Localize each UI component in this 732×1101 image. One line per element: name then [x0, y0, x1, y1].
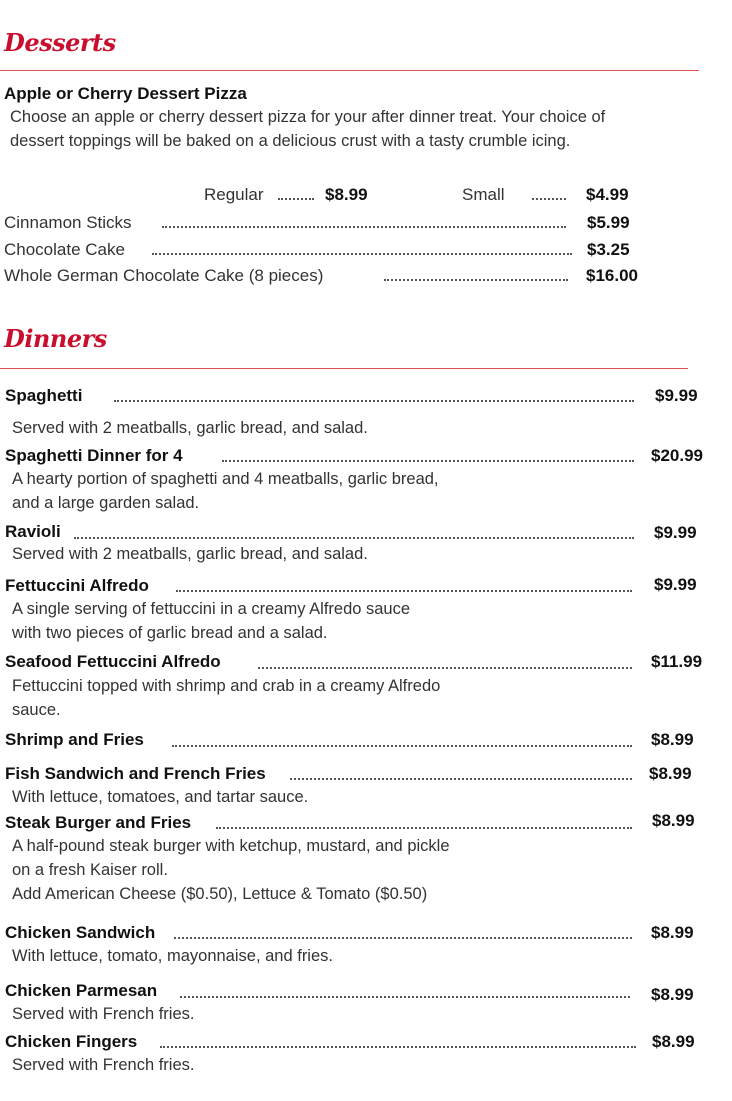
dot-leader [160, 1046, 636, 1048]
dessert-item-name: Cinnamon Sticks [4, 213, 132, 232]
dinner-item-description: A single serving of fettuccini in a creamy Alfredo sauce with two pieces of garlic bread and a salad. [12, 600, 411, 642]
dinner-item-price: $9.99 [654, 575, 697, 594]
dinner-item-description: A half-pound steak burger with ketchup, mustard, and pickle on a fresh Kaiser roll. [12, 837, 450, 879]
dinner-item-price: $11.99 [651, 652, 703, 671]
dot-leader [152, 253, 572, 255]
dinner-item-name: Spaghetti Dinner for 4 [5, 446, 183, 465]
dessert-item-price: $5.99 [587, 213, 630, 232]
dinner-item-description: With lettuce, tomatoes, and tartar sauce. [12, 788, 309, 806]
dinner-item-price: $9.99 [654, 523, 697, 542]
dinner-item-price: $8.99 [651, 923, 694, 942]
dessert-item-name: Chocolate Cake [4, 240, 125, 259]
dinner-item-price: $8.99 [651, 985, 694, 1004]
dinner-item-name: Fettuccini Alfredo [5, 576, 149, 595]
dot-leader [180, 996, 630, 998]
dinner-item-name: Ravioli [5, 522, 61, 541]
dot-leader [384, 279, 568, 281]
dinner-item-description: Fettuccini topped with shrimp and crab in a creamy Alfredo sauce. [12, 677, 441, 719]
dinner-item-name: Chicken Parmesan [5, 981, 158, 1000]
dinner-item-price: $8.99 [652, 811, 695, 830]
pizza-small-price: $4.99 [586, 185, 629, 204]
dot-leader [162, 226, 566, 228]
dinner-item-name: Seafood Fettuccini Alfredo [5, 652, 221, 671]
dinner-item-name: Steak Burger and Fries [5, 813, 192, 832]
dinner-item-name: Spaghetti [5, 386, 83, 405]
pizza-small-label: Small [462, 185, 505, 204]
dinner-item-description: With lettuce, tomato, mayonnaise, and fries. [12, 947, 333, 965]
dot-leader [216, 827, 632, 829]
dot-leader [114, 400, 634, 402]
dot-leader [278, 198, 314, 200]
dinner-item-description: Served with French fries. [12, 1056, 195, 1074]
dinner-item-price: $8.99 [649, 764, 692, 783]
dot-leader [172, 745, 632, 747]
dinner-item-name: Chicken Fingers [5, 1032, 138, 1051]
dessert-item-name: Whole German Chocolate Cake (8 pieces) [4, 266, 324, 285]
dot-leader [258, 667, 632, 669]
desserts-divider [0, 70, 699, 71]
dinner-item-name: Shrimp and Fries [5, 730, 144, 749]
dot-leader [222, 460, 634, 462]
dinner-item-description: A hearty portion of spaghetti and 4 meatballs, garlic bread, and a large garden salad. [12, 470, 439, 512]
desserts-heading: Desserts [4, 28, 116, 57]
dinner-item-addon: Add American Cheese ($0.50), Lettuce & Tomato ($0.50) [12, 885, 428, 903]
dot-leader [532, 198, 566, 200]
dinners-divider [0, 368, 688, 369]
dinner-item-description: Served with 2 meatballs, garlic bread, and salad. [12, 545, 368, 563]
dot-leader [176, 590, 632, 592]
dessert-item-price: $3.25 [587, 240, 630, 259]
dinner-item-name: Chicken Sandwich [5, 923, 156, 942]
dessert-item-price: $16.00 [586, 266, 638, 285]
pizza-regular-label: Regular [204, 185, 264, 204]
dinner-item-name: Fish Sandwich and French Fries [5, 764, 266, 783]
pizza-regular-price: $8.99 [325, 185, 368, 204]
dot-leader [74, 537, 634, 539]
dinner-item-description: Served with 2 meatballs, garlic bread, and salad. [12, 419, 368, 437]
dinner-item-price: $8.99 [651, 730, 694, 749]
dessert-pizza-description: Choose an apple or cherry dessert pizza for your after dinner treat. Your choice of dessert toppings will be baked on a delicious crust with a tasty crumble icing. [10, 108, 606, 150]
dinners-heading: Dinners [4, 324, 107, 353]
dot-leader [174, 937, 632, 939]
dinner-item-price: $8.99 [652, 1032, 695, 1051]
dessert-pizza-name: Apple or Cherry Dessert Pizza [4, 84, 247, 103]
dinner-item-price: $9.99 [655, 386, 698, 405]
dinner-item-description: Served with French fries. [12, 1005, 195, 1023]
dot-leader [290, 778, 632, 780]
dinner-item-price: $20.99 [651, 446, 703, 465]
